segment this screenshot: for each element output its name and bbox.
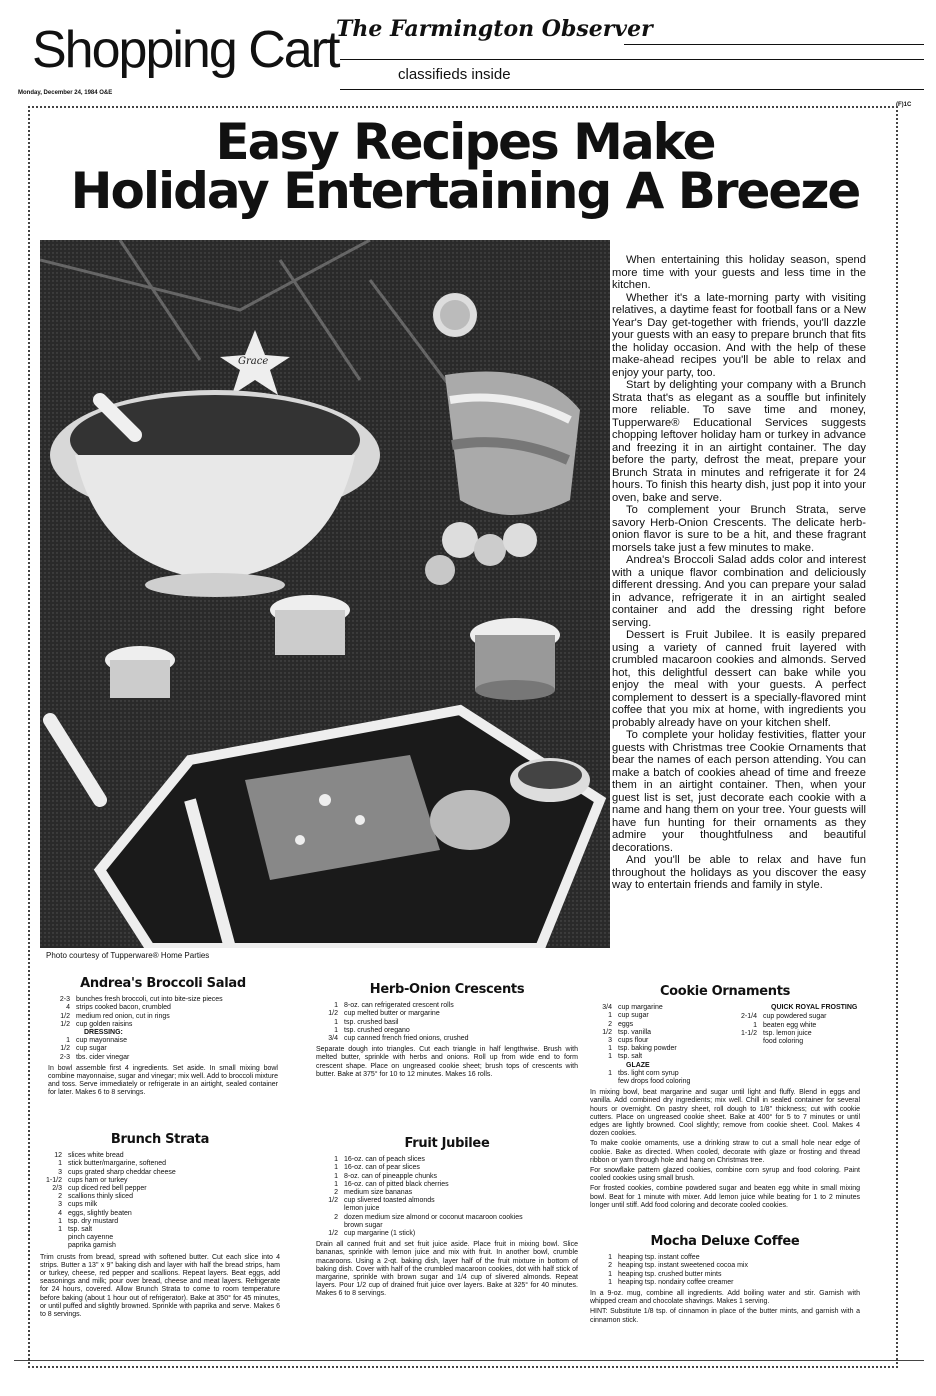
ingredient: 1 heaping tsp. instant coffee <box>608 1254 700 1262</box>
ingredient: 2 eggs <box>608 1020 634 1028</box>
ingredient: 1/2 cup slivered toasted almonds <box>328 1197 435 1205</box>
article-body <box>612 254 866 892</box>
ingredient: 1 16-oz. can of pear slices <box>334 1164 420 1172</box>
bottom-rule <box>14 1360 924 1361</box>
recipe-directions: Drain all canned fruit and set fruit juice aside. Place fruit in mixing bowl. Slice bananas, sprinkle with lemon juice and mix with fruit. In another bowl, crumble macaroons. Using a 2-qt. baking dish, layer half of the fruit mixture in bottom of baking dish. Cover with half of the crumbled macaroon cookies, dot with half stick of margarine, sprinkle with brown sugar and 1/4 cup of slivered almonds. Repeat layers. Pour 1/2 cup of drained fruit juice over layers. Bake at 325° for 40 minutes. Makes 6 to 8 servings. <box>316 1241 578 1298</box>
ingredient: 2-3 tbs. cider vinegar <box>59 1053 130 1061</box>
ingredient: 1 heaping tsp. nondairy coffee creamer <box>608 1278 734 1286</box>
ingredient: 2 medium size bananas <box>334 1189 413 1197</box>
recipe-directions: In mixing bowl, beat margarine and sugar until light and fluffy. Blend in eggs and vanilla. Add combined dry ingredients; mix well. Chill in sealed container for several hours or overnight. On pastry sheet, roll dough to 1/8" thickness; cut with cookie cutters. Place on ungreased cookie sheet. Bake at 400° for 5 to 7 minutes or until edges are lightly browned. Cool slightly; remove from cookie sheet. Cool. Makes 4 dozen cookies. <box>590 1089 860 1138</box>
ingredient: 2 dozen medium size almond or coconut macaroon cookies <box>334 1213 523 1221</box>
classifieds-note: classifieds inside <box>398 66 511 83</box>
food-photo-illustration <box>40 240 610 948</box>
ingredient: 2-3 bunches fresh broccoli, cut into bite-size pieces <box>59 996 223 1004</box>
ingredient: 2/3 cup diced red bell pepper <box>52 1185 147 1193</box>
ingredient: 1/2 cup golden raisins <box>60 1020 133 1028</box>
ingredient: 1-1/2 tsp. lemon juice <box>741 1029 812 1037</box>
cookie-ingredient-columns <box>590 1004 860 1086</box>
ingredient: 1 tsp. salt <box>608 1053 643 1061</box>
recipe-brunch-strata <box>40 1132 280 1319</box>
masthead-rule <box>340 59 924 60</box>
photo-caption: Photo courtesy of Tupperware® Home Parties <box>46 951 210 960</box>
recipe-directions: In bowl assemble first 4 ingredients. Set aside. In small mixing bowl combine mayonnaise, sugar and vinegar; mix well. Add to broccoli mixture and toss. Serve immediately or refrigerate in an airtight, sealed container for later. Makes 6 to 8 servings. <box>48 1064 278 1097</box>
ingredient: 1 tsp. dry mustard <box>58 1217 119 1225</box>
frosting-ingredients <box>735 1004 860 1086</box>
recipe-herb-onion-crescents <box>316 982 578 1079</box>
ingredient: lemon juice <box>344 1205 380 1213</box>
ingredient: 1 heaping tsp. crushed butter mints <box>608 1270 722 1278</box>
ingredient: 1-1/2 cups ham or turkey <box>46 1176 128 1184</box>
headline <box>40 113 890 220</box>
article-paragraph: Whether it's a late-morning party with visiting relatives, a daytime feast for football fans or a New Year's Day get-together with friends, you'll dazzle your guests with an easy to prepare brunch that fits the holiday occasion. And with the help of these make-ahead recipes you'll be able to relax and enjoy your party, too. <box>612 291 866 379</box>
ingredient: 4 strips cooked bacon, crumbled <box>66 1004 171 1012</box>
recipe-title: Mocha Deluxe Coffee <box>650 1234 800 1249</box>
ingredient: paprika garnish <box>68 1242 116 1250</box>
recipe-title: Herb-Onion Crescents <box>369 982 525 997</box>
masthead-rule <box>340 89 924 90</box>
recipe-fruit-jubilee <box>316 1136 578 1299</box>
ingredient: 3 cups flour <box>608 1037 649 1045</box>
ingredient: 1 beaten egg white <box>753 1021 817 1029</box>
ingredient: 3 cups grated sharp cheddar cheese <box>58 1168 176 1176</box>
ingredient: 1/2 cup sugar <box>60 1045 107 1053</box>
headline-line-2: Holiday Entertaining A Breeze <box>70 162 860 220</box>
glaze-label: GLAZE <box>626 1061 650 1069</box>
frosting-title: QUICK ROYAL FROSTING <box>771 1004 858 1012</box>
ingredient: 3/4 cup canned french fried onions, crushed <box>328 1035 469 1043</box>
ingredient: 4 eggs, slightly beaten <box>58 1209 132 1217</box>
ingredient: 1 stick butter/margarine, softened <box>58 1160 167 1168</box>
ingredient: 3 cups milk <box>58 1201 98 1209</box>
ingredient: 1 tsp. salt <box>58 1226 93 1234</box>
ornament-name: Grace <box>238 356 269 367</box>
article-paragraph: To complete your holiday festivities, flatter your guests with Christmas tree Cookie Ornaments that bear the names of each person attending. You can make a batch of cookies ahead of time and freeze them in an airtight container. Then, when your guest list is set, just decorate each cookie with a name and hang them on your tree. Your guests will have fun hunting for their ornaments as they admire your thoughtfulness and beautiful decorations. <box>612 729 866 854</box>
recipe-directions: Separate dough into triangles. Cut each triangle in half lengthwise. Brush with melted butter, sprinkle with herbs and onions. Roll up from wide end to form crescent shape. Place on ungreased cookie sheet; brush tops of crescents with butter. Bake at 375° for 10 to 12 minutes. Makes 16 rolls. <box>316 1046 578 1078</box>
recipe-mocha-deluxe-coffee <box>590 1234 860 1325</box>
ingredient: 1 tsp. crushed oregano <box>334 1026 410 1034</box>
ingredient: few drops food coloring <box>618 1078 691 1086</box>
headline-line-1: Easy Recipes Make <box>215 113 715 171</box>
ingredient: 1/2 cup margarine (1 stick) <box>328 1230 416 1238</box>
newspaper-name: The Farmington Observer <box>336 16 653 42</box>
ingredient: 1 16-oz. can of pitted black cherries <box>334 1180 449 1188</box>
recipe-directions: To make cookie ornaments, use a drinking straw to cut a small hole near edge of cookie. Bake as directed. When cooled, decorate with glaze or frosting and thread ribbon or yarn through hole and hang on Christmas tree. <box>590 1140 860 1164</box>
section-title: Shopping Cart <box>32 21 339 79</box>
recipe-title: Fruit Jubilee <box>404 1136 490 1151</box>
food-photo <box>40 240 610 948</box>
article-paragraph: When entertaining this holiday season, spend more time with your guests and less time in the kitchen. <box>612 254 866 291</box>
ingredient: 2 heaping tsp. instant sweetened cocoa mix <box>608 1262 748 1270</box>
recipe-directions: In a 9-oz. mug, combine all ingredients. Add boiling water and stir. Garnish with whipped cream and chocolate shavings. Makes 1 serving. <box>590 1290 860 1306</box>
dateline: Monday, December 24, 1984 O&E <box>18 90 113 96</box>
recipe-directions: For frosted cookies, combine powdered sugar and beaten egg white in small mixing bowl. Beat for 1 minute with mixer. Add lemon juice while beating for 1 to 2 minutes longer until stiff. Add food coloring and decorate cooled cookies. <box>590 1185 860 1209</box>
ingredient: 1 8-oz. can of pineapple chunks <box>334 1172 438 1180</box>
recipe-cookie-ornaments <box>590 984 860 1210</box>
ingredient: 1/2 tsp. vanilla <box>602 1028 652 1036</box>
ingredient: food coloring <box>763 1038 804 1046</box>
ingredient: 1 cup mayonnaise <box>66 1037 127 1045</box>
article-paragraph: To complement your Brunch Strata, serve savory Herb-Onion Crescents. The delicate herb-onion flavor is sure to be a hit, and these fragrant morsels take just a few minutes to make. <box>612 504 866 554</box>
ingredient: 12 slices white bread <box>54 1152 124 1160</box>
recipe-directions: For snowflake pattern glazed cookies, combine corn syrup and food coloring. Paint cooled cookies using small brush. <box>590 1167 860 1183</box>
ingredient: 1 16-oz. can of peach slices <box>334 1156 425 1164</box>
article-paragraph: Andrea's Broccoli Salad adds color and interest with a unique flavor combination and deliciously different dressing. And you can prepare your salad in advance, refrigerate it in an airtight sealed container and add the dressing right before serving. <box>612 554 866 629</box>
ingredient: 3/4 cup margarine <box>602 1004 663 1012</box>
masthead-rule <box>624 44 924 45</box>
ingredient: brown sugar <box>344 1221 383 1229</box>
ingredient: 1/2 medium red onion, cut in rings <box>60 1012 170 1020</box>
recipe-title: Cookie Ornaments <box>659 984 791 999</box>
ingredient: 1/2 cup melted butter or margarine <box>328 1010 440 1018</box>
article-paragraph: Start by delighting your company with a Brunch Strata that's as elegant as a souffle but infinitely more reliable. To save time and money, Tupperware® Educational Services suggests chopping leftover holiday ham or turkey in advance and freezing it in an airtight container. The day before the party, defrost the meat, prepare your Brunch Strata in minutes and refrigerate it for 24 hours. To finish this hearty dish, just pop it into your oven, bake and serve. <box>612 379 866 504</box>
recipe-title: Andrea's Broccoli Salad <box>80 976 246 991</box>
ingredient: 1 tsp. crushed basil <box>334 1018 399 1026</box>
ingredient: 1 tsp. baking powder <box>608 1045 677 1053</box>
ingredient: pinch cayenne <box>68 1234 114 1242</box>
masthead <box>14 18 924 88</box>
recipe-broccoli-salad <box>48 976 278 1098</box>
cookie-dough-ingredients <box>590 1004 735 1086</box>
dressing-label: DRESSING: <box>84 1029 123 1037</box>
ingredient: 2-1/4 cup powdered sugar <box>741 1013 827 1021</box>
article-paragraph: Dessert is Fruit Jubilee. It is easily prepared using a variety of canned fruit layered with crumbled macaroon cookies and almonds. Served hot, this delightful dessert can bake while you enjoy the meal with your guests. A perfect complement to dessert is a specially-flavored mint coffee that you mix at home, with ingredients you probably already have on your kitchen shelf. <box>612 629 866 729</box>
ingredient: 1 cup sugar <box>608 1012 649 1020</box>
ingredient: 2 scallions thinly sliced <box>58 1193 133 1201</box>
ingredient: 1 tbs. light corn syrup <box>608 1069 679 1077</box>
ingredient: 1 8-oz. can refrigerated crescent rolls <box>334 1002 454 1010</box>
recipe-title: Brunch Strata <box>110 1132 210 1147</box>
article-paragraph: And you'll be able to relax and have fun throughout the holidays as you discover the easy way to entertain friends and family in style. <box>612 854 866 891</box>
page-code: (F)1C <box>896 102 912 108</box>
recipe-hint: HINT: Substitute 1/8 tsp. of cinnamon in place of the butter mints, and garnish with a cinnamon stick. <box>590 1308 860 1324</box>
recipe-directions: Trim crusts from bread, spread with softened butter. Cut each slice into 4 strips. Butter a 13" x 9" baking dish and layer with half the bread strips, ham or turkey, cheese, red pepper and scallions. Repeat layers. Beat eggs, add seasonings and milk; pour over bread, cheese and meat layers. Refrigerate for 24 hours, covered. Allow Brunch Strata to come to room temperature before baking (about 1 hour out of refrigerator). Bake at 350° for 45 minutes, or until puffed and slightly browned. Sprinkle with paprika and serve. Makes 6 to 8 servings. <box>40 1253 280 1319</box>
